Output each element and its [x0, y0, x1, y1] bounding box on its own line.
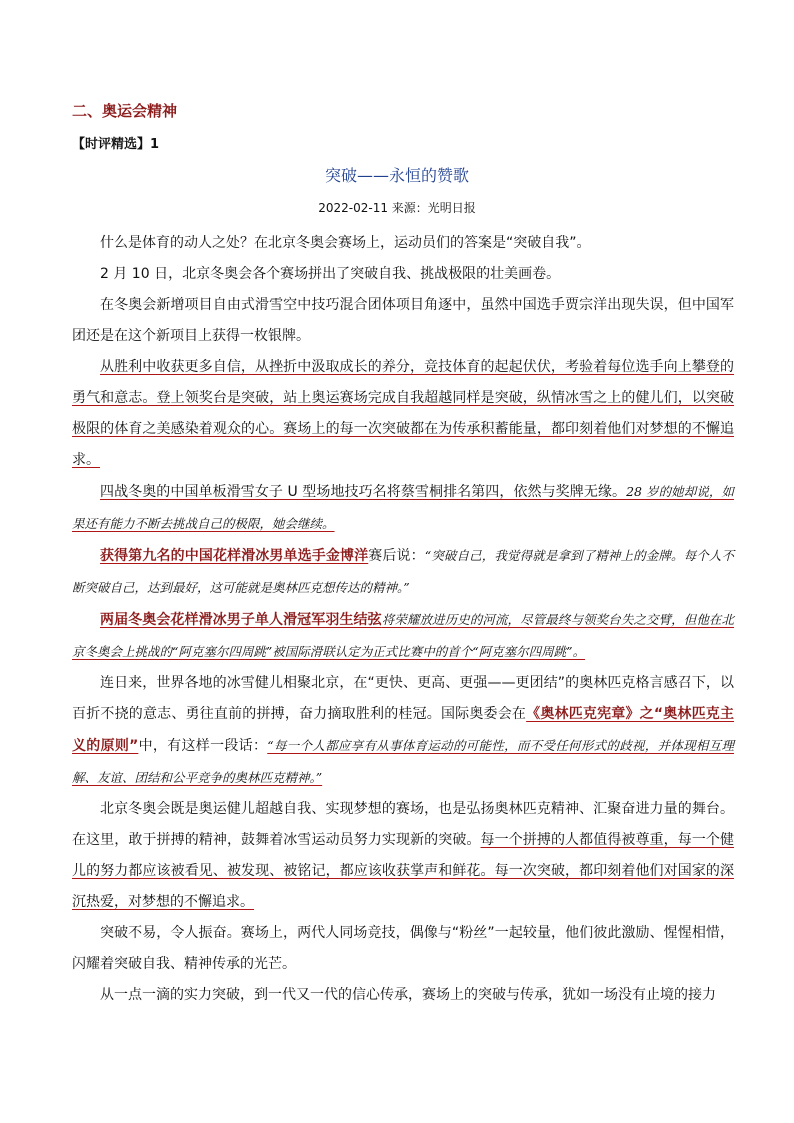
highlight-text: 四战冬奥的中国单板滑雪女子 U 型场地技巧名将蔡雪桐排名第四，依然与奖牌无缘。 — [100, 484, 627, 500]
quote-text: 将荣耀放进历史的河流，尽管最终与领奖台失之交臂，但他在北京冬奥会上挑战的“阿克塞尔四周跳”被国际滑联认定为正式比赛中的首个“阿克塞尔四周跳”。 — [72, 612, 734, 659]
paragraph-1: 什么是体育的动人之处？在北京冬奥会赛场上，运动员们的答案是“突破自我”。 — [100, 235, 591, 251]
paragraph-2: 2 月 10 日，北京冬奥会各个赛场拼出了突破自我、挑战极限的壮美画卷。 — [100, 266, 561, 282]
quote-text: “突破自己，我觉得就是拿到了精神上的金牌。每个人不断突破自己，达到最好，这可能就是奥林匹克想传达的精神。” — [72, 548, 734, 595]
paragraph-10: 突破不易，令人振奋。赛场上，两代人同场竞技，偶像与“粉丝”一起较量，他们彼此激励、惺惺相惜，闪耀着突破自我、精神传承的光芒。 — [72, 925, 734, 972]
plain-text: 连日来，世界各地的冰雪健儿相聚北京，在“更快、更高、更强——更团结”的奥林匹克格言感召下，以百折不挠的意志、勇往直前的拼搏，奋力摘取胜利的桂冠。国际奥委会在 — [72, 675, 734, 722]
article-body — [72, 228, 734, 1011]
paragraph-7 — [72, 604, 734, 668]
article-title: 突破——永恒的赞歌 — [324, 166, 469, 185]
athlete-name: 获得第九名的中国花样滑冰男单选手金博洋 — [100, 548, 369, 564]
article-meta: 2022-02-11 来源：光明日报 — [318, 201, 476, 215]
paragraph-3: 在冬奥会新增项目自由式滑雪空中技巧混合团体项目角逐中，虽然中国选手贾宗洋出现失误，但中国军团还是在这个新项目上获得一枚银牌。 — [72, 297, 734, 344]
plain-text: 北京冬奥会既是奥运健儿超越自我、实现梦想的赛场，也是弘扬奥林匹克精神、汇聚奋进力量的舞台。在这里，敢于拼搏的精神，鼓舞着冰雪运动员努力实现新的突破。 — [72, 801, 734, 848]
plain-text: 赛后说： — [368, 548, 425, 564]
paragraph-11: 从一点一滴的实力突破，到一代又一代的信心传承，赛场上的突破与传承，犹如一场没有止境的接力 — [100, 987, 716, 1003]
athlete-name: 两届冬奥会花样滑冰男子单人滑冠军羽生结弦 — [100, 612, 382, 628]
paragraph-8 — [72, 668, 734, 794]
section-tag: 【时评精选】1 — [72, 137, 160, 152]
plain-text: 中，有这样一段话： — [138, 738, 268, 754]
paragraph-4 — [72, 352, 734, 476]
paragraph-5 — [72, 476, 734, 540]
highlight-text: 每一个拼搏的人都值得被尊重，每一个健儿的努力都应该被看见、被发现、被铭记，都应该收获掌声和鲜花。每一次突破，都印刻着他们对国家的深沉热爱，对梦想的不懈追求。 — [72, 832, 735, 910]
paragraph-6 — [72, 540, 734, 604]
paragraph-9 — [72, 794, 734, 918]
section-heading: 二、奥运会精神 — [72, 102, 178, 120]
highlight-text: 从胜利中收获更多自信，从挫折中汲取成长的养分，竞技体育的起起伏伏，考验着每位选手向上攀登的勇气和意志。登上领奖台是突破，站上奥运赛场完成自我超越同样是突破，纵情冰雪之上的健儿们，以突破极限的体育之美感染着观众的心。赛场上的每一次突破都在为传承积蓄能量，都印刻着他们对梦想的不懈追求。 — [72, 359, 734, 468]
quote-text: 28 岁的她却说，如果还有能力不断去挑战自己的极限，她会继续。 — [72, 484, 734, 531]
quote-text: “每一个人都应享有从事体育运动的可能性，而不受任何形式的歧视，并体现相互理解、友谊、团结和公平竞争的奥林匹克精神。” — [72, 738, 735, 785]
charter-reference: 《奥林匹克宪章》之“奥林匹克主义的原则” — [72, 706, 735, 754]
